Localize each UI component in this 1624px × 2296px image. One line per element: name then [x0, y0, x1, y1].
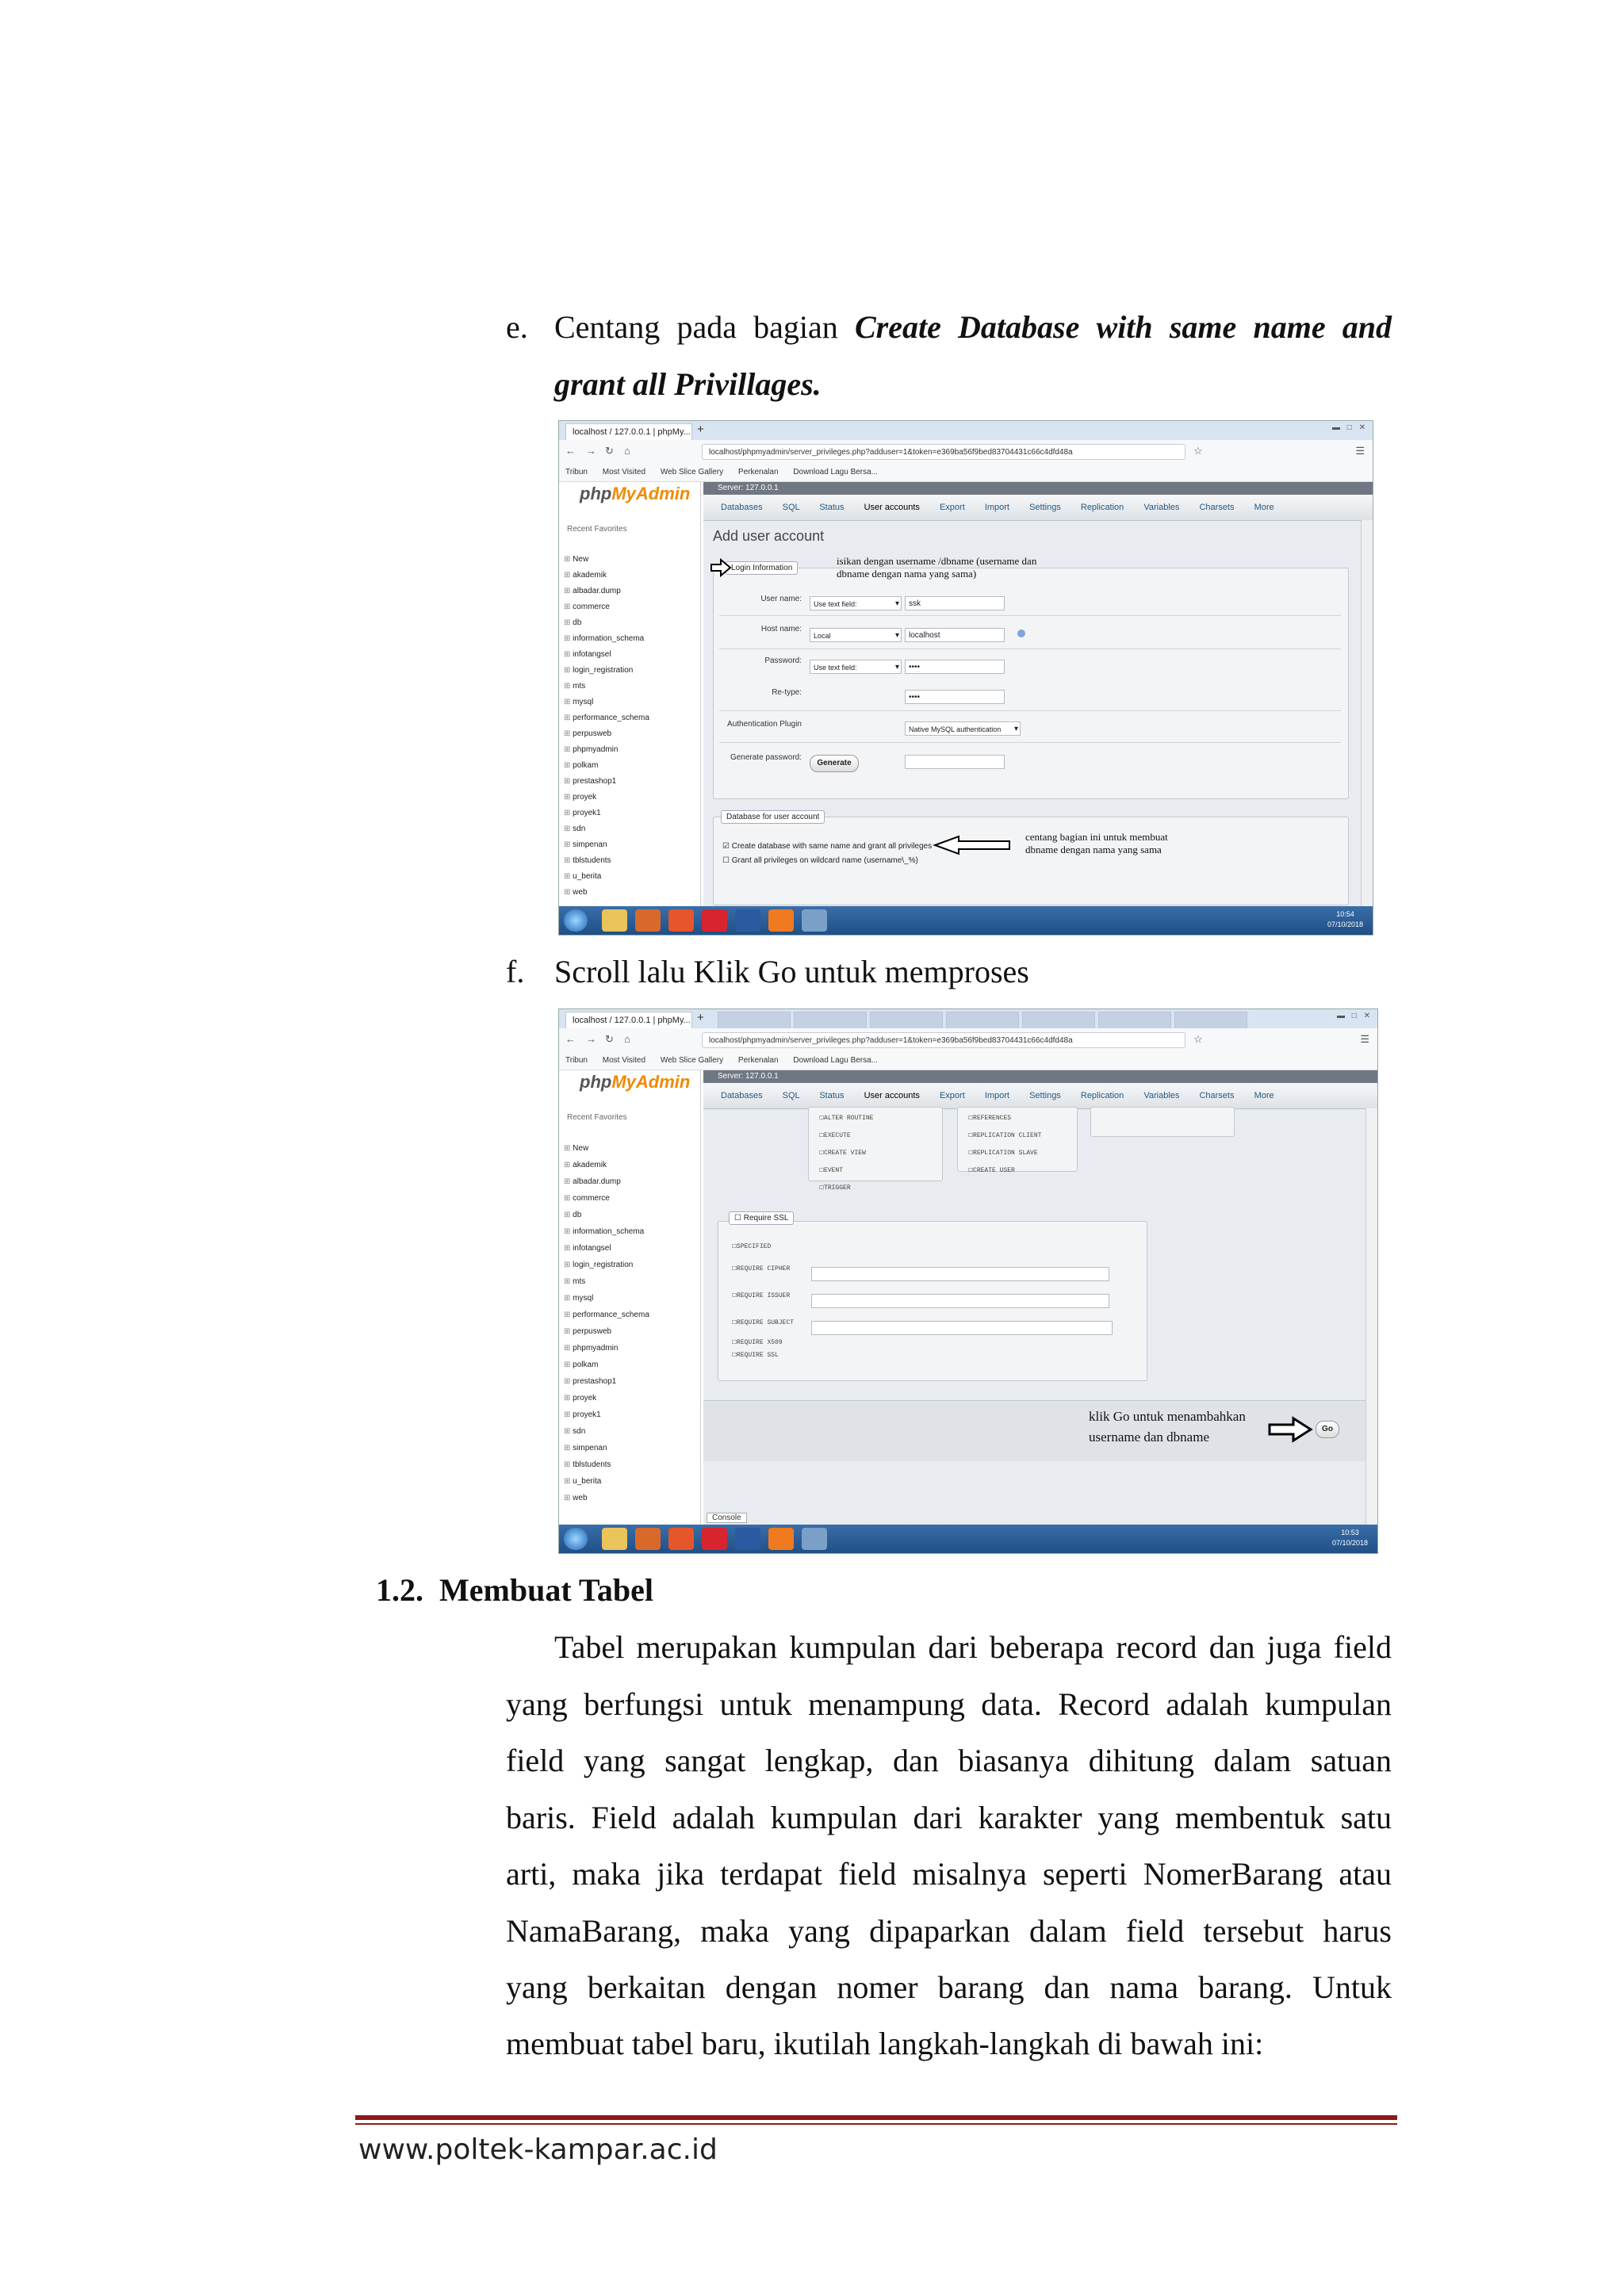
- browser-tab-inactive[interactable]: [794, 1012, 867, 1028]
- paint-icon[interactable]: [802, 909, 827, 932]
- label-auth-plugin: Authentication Plugin: [727, 720, 802, 729]
- db-item[interactable]: ⊞ proyek1: [564, 806, 649, 821]
- bookmarks-bar: [559, 1052, 1377, 1070]
- body-line: membuat tabel baru, ikutilah langkah-langkah di bawah ini:: [506, 2026, 1264, 2061]
- database-legend: Database for user account: [721, 810, 825, 824]
- hostname-input[interactable]: localhost: [905, 628, 1005, 642]
- ssl-radio[interactable]: ☐ REQUIRE ISSUER: [732, 1283, 794, 1310]
- db-item[interactable]: ⊞ albadar.dump: [564, 584, 649, 599]
- paint-icon[interactable]: [802, 1528, 827, 1550]
- firefox-icon[interactable]: [668, 909, 694, 932]
- auth-plugin-select[interactable]: Native MySQL authentication ▾: [905, 721, 1021, 736]
- require-cipher-input[interactable]: [811, 1267, 1109, 1281]
- bookmark-item[interactable]: Most Visited: [602, 468, 646, 476]
- browser-tab-inactive[interactable]: [1098, 1012, 1171, 1028]
- db-item[interactable]: ⊞ New: [564, 552, 649, 568]
- opera-icon[interactable]: [702, 1528, 727, 1550]
- ssl-options: [732, 1238, 794, 1362]
- db-item[interactable]: ⊞ u_berita: [564, 1473, 649, 1490]
- arrow-right-icon: [1268, 1416, 1314, 1443]
- db-item[interactable]: ⊞ sdn: [564, 821, 649, 837]
- db-item[interactable]: ⊞ akademik: [564, 568, 649, 584]
- pma-sidebar: [559, 1070, 701, 1525]
- clock[interactable]: 10:53 07/10/2018: [1331, 1529, 1368, 1547]
- recent-favorites[interactable]: Recent Favorites: [567, 525, 627, 534]
- screenshot-add-user-account: [558, 420, 1373, 936]
- start-button[interactable]: [564, 909, 588, 932]
- footer-url: www.poltek-kampar.ac.id: [358, 2133, 718, 2166]
- db-item[interactable]: ⊞ commerce: [564, 1190, 649, 1207]
- xampp-icon[interactable]: [768, 1528, 794, 1550]
- menu-import[interactable]: Import: [984, 1091, 1009, 1100]
- browser-tab-inactive[interactable]: [946, 1012, 1019, 1028]
- db-item[interactable]: ⊞ db: [564, 615, 649, 631]
- reload-icon[interactable]: ↻: [605, 445, 614, 457]
- browser-toolbar: [559, 440, 1373, 465]
- java-icon[interactable]: [635, 909, 661, 932]
- db-item[interactable]: ⊞ information_schema: [564, 1223, 649, 1240]
- db-item[interactable]: ⊞ akademik: [564, 1157, 649, 1173]
- annotation-username: isikan dengan username /dbname (username dan dbname dengan nama yang sama): [837, 555, 1037, 580]
- username-input[interactable]: ssk: [905, 596, 1005, 610]
- db-item[interactable]: ⊞ sdn: [564, 1423, 649, 1440]
- pma-content: [710, 523, 1355, 901]
- bookmark-item[interactable]: Tribun: [565, 468, 588, 476]
- vertical-scrollbar[interactable]: [1365, 1108, 1377, 1525]
- clock[interactable]: 10:54 07/10/2018: [1327, 910, 1363, 928]
- section-number: 1.2.: [376, 1572, 423, 1608]
- menu-sql[interactable]: SQL: [782, 503, 800, 512]
- xampp-icon[interactable]: [768, 909, 794, 932]
- db-item[interactable]: ⊞ web: [564, 1490, 649, 1506]
- username-type-select[interactable]: Use text field: ▾: [810, 596, 902, 610]
- browser-tab-bar: [559, 1009, 1377, 1029]
- body-line: baris. Field adalah kumpulan dari karakter yang membentuk satu: [506, 1800, 1392, 1835]
- step-f-text: Scroll lalu Klik Go untuk memproses: [554, 954, 1029, 989]
- db-item[interactable]: ⊞ perpusweb: [564, 726, 649, 742]
- browser-tab-bar: [559, 421, 1373, 441]
- pma-logo[interactable]: phpMyAdmin: [580, 484, 691, 503]
- pma-menu: [703, 495, 1373, 521]
- db-item[interactable]: ⊞ proyek1: [564, 1406, 649, 1423]
- screenshot-scroll-go: [558, 1008, 1378, 1554]
- browser-tab[interactable]: localhost / 127.0.0.1 | phpMy...: [565, 423, 692, 440]
- taskbar: [559, 906, 1373, 935]
- privileges-group-3: [1090, 1107, 1235, 1137]
- step-e-line1: [554, 299, 1392, 356]
- hostname-type-select[interactable]: Local ▾: [810, 628, 902, 642]
- menu-replication[interactable]: Replication: [1080, 1091, 1124, 1100]
- db-item[interactable]: ⊞ db: [564, 1207, 649, 1223]
- annotation-go: klik Go untuk menambahkan username dan dbname: [1089, 1409, 1246, 1445]
- wildcard-checkbox[interactable]: ☐ Grant all privileges on wildcard name (username\_%): [722, 856, 918, 865]
- star-icon[interactable]: ☆: [1193, 1033, 1203, 1045]
- label-retype: Re-type:: [772, 688, 802, 697]
- label-hostname: Host name:: [760, 625, 802, 633]
- help-icon[interactable]: [1017, 629, 1025, 637]
- menu-status[interactable]: Status: [819, 1091, 845, 1100]
- bookmark-item[interactable]: Perkenalan: [737, 468, 779, 476]
- password-input[interactable]: ••••: [905, 660, 1005, 674]
- browser-tab-inactive[interactable]: [870, 1012, 943, 1028]
- db-item[interactable]: ⊞ tblstudents: [564, 1456, 649, 1473]
- privileges-list-2: [968, 1110, 1041, 1180]
- browser-tab[interactable]: localhost / 127.0.0.1 | phpMy...: [565, 1012, 692, 1028]
- db-item[interactable]: ⊞ performance_schema: [564, 1307, 649, 1323]
- menu-charsets[interactable]: Charsets: [1199, 1091, 1235, 1100]
- db-item[interactable]: ⊞ mysql: [564, 695, 649, 710]
- browser-tab-inactive[interactable]: [1174, 1012, 1247, 1028]
- menu-icon[interactable]: ☰: [1355, 445, 1365, 457]
- body-line: arti, maka jika terdapat field misalnya seperti NomerBarang atau: [506, 1856, 1392, 1892]
- menu-sql[interactable]: SQL: [782, 1091, 800, 1100]
- db-item[interactable]: ⊞ polkam: [564, 1357, 649, 1373]
- database-tree: [564, 552, 649, 901]
- go-panel: [703, 1400, 1366, 1461]
- vertical-scrollbar[interactable]: [1361, 520, 1373, 906]
- menu-export[interactable]: Export: [939, 503, 965, 512]
- menu-export[interactable]: Export: [939, 1091, 965, 1100]
- pma-main: [703, 482, 1373, 906]
- menu-settings[interactable]: Settings: [1029, 503, 1061, 512]
- require-issuer-input[interactable]: [811, 1294, 1109, 1308]
- db-item[interactable]: ⊞ phpmyadmin: [564, 1340, 649, 1357]
- create-db-label: Create database with same name and grant all privileges: [731, 842, 933, 851]
- server-breadcrumb[interactable]: Server: 127.0.0.1: [703, 482, 1373, 495]
- step-e-letter: e.: [506, 309, 528, 345]
- menu-databases[interactable]: Databases: [721, 1091, 763, 1100]
- menu-more[interactable]: More: [1254, 503, 1274, 512]
- db-item[interactable]: ⊞ performance_schema: [564, 710, 649, 726]
- menu-user-accounts[interactable]: User accounts: [864, 1091, 920, 1100]
- recent-favorites[interactable]: Recent Favorites: [567, 1113, 627, 1122]
- menu-databases[interactable]: Databases: [721, 503, 763, 512]
- home-icon[interactable]: ⌂: [624, 1033, 630, 1045]
- db-item[interactable]: ⊞ information_schema: [564, 631, 649, 647]
- login-information-legend: Login Information: [726, 561, 798, 575]
- java-icon[interactable]: [635, 1528, 661, 1550]
- opera-icon[interactable]: [702, 909, 727, 932]
- db-item[interactable]: ⊞ prestashop1: [564, 1373, 649, 1390]
- home-icon[interactable]: ⌂: [624, 445, 630, 457]
- menu-import[interactable]: Import: [984, 503, 1009, 512]
- login-information-fieldset: [713, 568, 1349, 799]
- explorer-icon[interactable]: [602, 1528, 627, 1550]
- browser-tab-inactive[interactable]: [718, 1012, 791, 1028]
- menu-user-accounts[interactable]: User accounts: [864, 503, 920, 512]
- db-item[interactable]: ⊞ polkam: [564, 758, 649, 774]
- db-item[interactable]: ⊞ prestashop1: [564, 774, 649, 790]
- console-bar[interactable]: Console: [707, 1513, 747, 1523]
- word-icon[interactable]: [735, 909, 760, 932]
- explorer-icon[interactable]: [602, 909, 627, 932]
- pma-logo[interactable]: phpMyAdmin: [580, 1072, 691, 1092]
- db-item[interactable]: ⊞ mysql: [564, 1290, 649, 1307]
- forward-icon[interactable]: →: [586, 445, 596, 457]
- step-e-text: Centang pada bagian: [554, 309, 855, 345]
- db-item[interactable]: ⊞ perpusweb: [564, 1323, 649, 1340]
- db-item[interactable]: ⊞ u_berita: [564, 869, 649, 885]
- word-icon[interactable]: [735, 1528, 760, 1550]
- arrow-left-icon: [932, 834, 1011, 856]
- body-line: Tabel merupakan kumpulan dari beberapa record dan juga field: [554, 1629, 1392, 1665]
- generate-button[interactable]: Generate: [810, 755, 859, 772]
- bookmark-item[interactable]: Tribun: [565, 1056, 588, 1065]
- db-item[interactable]: ⊞ mts: [564, 1273, 649, 1290]
- menu-variables[interactable]: Variables: [1143, 1091, 1180, 1100]
- privilege-checkbox[interactable]: ☐ CREATE VIEW: [819, 1145, 873, 1162]
- bookmark-item[interactable]: Download Lagu Bersa...: [793, 1056, 879, 1065]
- body-line: yang berfungsi untuk menampung data. Record adalah kumpulan: [506, 1686, 1392, 1722]
- pma-sidebar: [559, 482, 701, 906]
- db-item[interactable]: ⊞ mts: [564, 679, 649, 695]
- menu-settings[interactable]: Settings: [1029, 1091, 1061, 1100]
- retype-input[interactable]: ••••: [905, 690, 1005, 704]
- create-db-checkbox[interactable]: ☑ Create database with same name and grant all privileges: [722, 842, 933, 851]
- bookmark-item[interactable]: Web Slice Gallery: [660, 1056, 724, 1065]
- db-item[interactable]: ⊞ login_registration: [564, 663, 649, 679]
- reload-icon[interactable]: ↻: [605, 1033, 614, 1045]
- window-controls[interactable]: ▬ □ ✕: [1332, 423, 1368, 432]
- firefox-icon[interactable]: [668, 1528, 694, 1550]
- password-type-select[interactable]: Use text field: ▾: [810, 660, 902, 674]
- ssl-radio[interactable]: ☐ SPECIFIED: [732, 1238, 794, 1256]
- forward-icon[interactable]: →: [586, 1033, 596, 1045]
- step-e-line2: grant all Privillages.: [554, 366, 822, 402]
- privilege-checkbox[interactable]: ☐ CREATE USER: [968, 1162, 1041, 1180]
- arrow-icon: [710, 558, 732, 577]
- footer-rule-thick: [355, 2115, 1397, 2120]
- label-username: User name:: [760, 595, 802, 603]
- privilege-checkbox[interactable]: ☐ EVENT: [819, 1162, 873, 1180]
- back-icon[interactable]: ←: [565, 1033, 576, 1045]
- privilege-checkbox[interactable]: ☐ REFERENCES: [968, 1110, 1041, 1127]
- bookmarks-bar: [559, 464, 1373, 482]
- label-generate: Generate password:: [730, 753, 802, 762]
- browser-tab-inactive[interactable]: [1022, 1012, 1095, 1028]
- step-e-emphasis: Create Database with same name and: [854, 309, 1392, 345]
- menu-charsets[interactable]: Charsets: [1199, 503, 1235, 512]
- section-heading: [376, 1562, 653, 1619]
- annotation-checkbox: centang bagian ini untuk membuat dbname dengan nama yang sama: [1025, 831, 1168, 855]
- db-item[interactable]: ⊞ infotangsel: [564, 1240, 649, 1257]
- footer-rule-thin: [355, 2123, 1397, 2125]
- server-breadcrumb[interactable]: Server: 127.0.0.1: [703, 1070, 1377, 1083]
- menu-replication[interactable]: Replication: [1080, 503, 1124, 512]
- privilege-checkbox[interactable]: ☐ REPLICATION SLAVE: [968, 1145, 1041, 1162]
- generated-password-input[interactable]: [905, 755, 1005, 769]
- privilege-checkbox[interactable]: ☐ TRIGGER: [819, 1180, 873, 1197]
- db-item[interactable]: ⊞ login_registration: [564, 1257, 649, 1273]
- bookmark-item[interactable]: Perkenalan: [737, 1056, 779, 1065]
- db-item[interactable]: ⊞ simpenan: [564, 837, 649, 853]
- body-line: NamaBarang, maka yang dipaparkan dalam field tersebut harus: [506, 1913, 1392, 1949]
- page-heading: Add user account: [713, 528, 825, 544]
- start-button[interactable]: [564, 1528, 588, 1550]
- ssl-radio[interactable]: ☐ REQUIRE SUBJECT: [732, 1310, 794, 1337]
- menu-more[interactable]: More: [1254, 1091, 1274, 1100]
- star-icon[interactable]: ☆: [1193, 445, 1203, 457]
- address-bar[interactable]: localhost/phpmyadmin/server_privileges.php?adduser=1&token=e369ba56f9bed83704431c66c4dfd48a: [702, 1032, 1185, 1048]
- taskbar: [559, 1525, 1377, 1553]
- bookmark-item[interactable]: Most Visited: [602, 1056, 646, 1065]
- db-item[interactable]: ⊞ proyek: [564, 1390, 649, 1406]
- label-password: Password:: [764, 656, 802, 665]
- privileges-list-1: [819, 1110, 873, 1197]
- ssl-radio[interactable]: ☐ REQUIRE X509: [732, 1337, 794, 1349]
- back-icon[interactable]: ←: [565, 445, 576, 457]
- bookmark-item[interactable]: Download Lagu Bersa...: [793, 468, 879, 476]
- db-item[interactable]: ⊞ New: [564, 1140, 649, 1157]
- ssl-radio[interactable]: ☐ REQUIRE SSL: [732, 1349, 794, 1362]
- ssl-legend[interactable]: ☐ Require SSL: [729, 1211, 794, 1225]
- pma-menu: [703, 1083, 1377, 1109]
- database-tree: [564, 1140, 649, 1506]
- db-item[interactable]: ⊞ tblstudents: [564, 853, 649, 869]
- privilege-checkbox[interactable]: ☐ REPLICATION CLIENT: [968, 1127, 1041, 1145]
- db-item[interactable]: ⊞ proyek: [564, 790, 649, 806]
- wildcard-label: Grant all privileges on wildcard name (username\_%): [731, 856, 918, 865]
- pma-main: [703, 1070, 1377, 1525]
- db-item[interactable]: ⊞ simpenan: [564, 1440, 649, 1456]
- db-item[interactable]: ⊞ phpmyadmin: [564, 742, 649, 758]
- body-line: yang berkaitan dengan nomer barang dan nama barang. Untuk: [506, 1969, 1392, 2005]
- window-controls[interactable]: ▬ □ ✕: [1337, 1012, 1373, 1020]
- require-subject-input[interactable]: [811, 1321, 1113, 1335]
- ssl-radio[interactable]: ☐ REQUIRE CIPHER: [732, 1256, 794, 1283]
- pma-content: [710, 1112, 1360, 1520]
- new-tab-button[interactable]: +: [697, 423, 704, 436]
- go-button[interactable]: Go: [1316, 1421, 1339, 1438]
- section-title: Membuat Tabel: [439, 1572, 654, 1608]
- db-item[interactable]: ⊞ web: [564, 885, 649, 901]
- address-bar[interactable]: localhost/phpmyadmin/server_privileges.php?adduser=1&token=e369ba56f9bed83704431c66c4dfd48a: [702, 444, 1185, 460]
- step-f-letter: f.: [506, 954, 525, 989]
- body-line: field yang sangat lengkap, dan biasanya dihitung dalam satuan: [506, 1743, 1392, 1778]
- db-item[interactable]: ⊞ commerce: [564, 599, 649, 615]
- menu-icon[interactable]: ☰: [1360, 1033, 1369, 1045]
- db-item[interactable]: ⊞ albadar.dump: [564, 1173, 649, 1190]
- menu-status[interactable]: Status: [819, 503, 845, 512]
- bookmark-item[interactable]: Web Slice Gallery: [660, 468, 724, 476]
- browser-toolbar: [559, 1028, 1377, 1053]
- db-item[interactable]: ⊞ infotangsel: [564, 647, 649, 663]
- privilege-checkbox[interactable]: ☐ ALTER ROUTINE: [819, 1110, 873, 1127]
- menu-variables[interactable]: Variables: [1143, 503, 1180, 512]
- new-tab-button[interactable]: +: [697, 1011, 704, 1024]
- privilege-checkbox[interactable]: ☐ EXECUTE: [819, 1127, 873, 1145]
